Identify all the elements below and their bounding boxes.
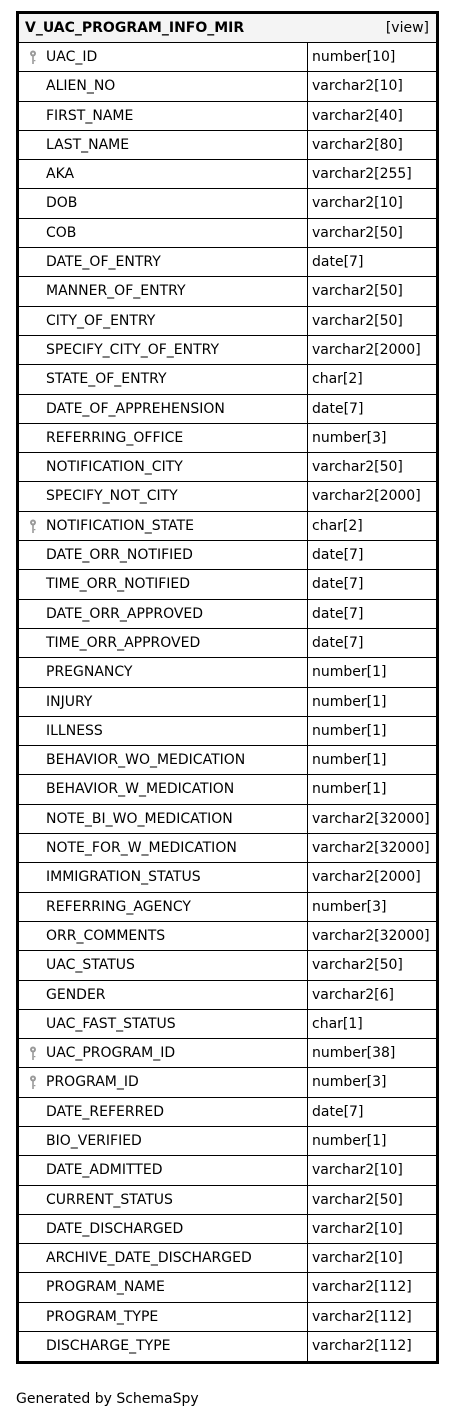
column-type: varchar2[10] xyxy=(312,195,403,212)
footer-credit: Generated by SchemaSpy xyxy=(16,1391,199,1407)
column-name: UAC_ID xyxy=(46,49,98,65)
column-name: REFERRING_AGENCY xyxy=(46,898,191,915)
column-type: varchar2[2000] xyxy=(312,341,421,358)
column-name-cell xyxy=(19,365,308,393)
column-name: ALIEN_NO xyxy=(46,78,116,95)
column-name: ILLNESS xyxy=(46,722,103,739)
key-icon xyxy=(29,50,37,65)
column-name-cell xyxy=(19,541,308,569)
column-row xyxy=(19,453,436,482)
key-icon xyxy=(29,519,37,534)
column-row xyxy=(19,688,436,717)
column-name: BIO_VERIFIED xyxy=(46,1132,142,1149)
column-name-cell xyxy=(19,893,308,921)
column-name: DOB xyxy=(46,195,78,212)
column-type: number[3] xyxy=(312,898,387,915)
column-type: date[7] xyxy=(312,254,364,271)
column-row xyxy=(19,775,436,804)
column-name: PROGRAM_TYPE xyxy=(46,1308,159,1325)
column-type: number[1] xyxy=(312,693,387,710)
column-name: TIME_ORR_NOTIFIED xyxy=(46,576,191,593)
column-name-cell xyxy=(19,1273,308,1301)
column-name-cell xyxy=(19,72,308,100)
column-row xyxy=(19,1332,436,1361)
column-row xyxy=(19,219,436,248)
column-name: DATE_ORR_APPROVED xyxy=(46,605,204,622)
column-row xyxy=(19,1039,436,1068)
column-name: UAC_STATUS xyxy=(46,957,135,974)
column-list xyxy=(19,43,436,1361)
column-type: number[1] xyxy=(312,781,387,798)
column-name-cell xyxy=(19,1127,308,1155)
column-name: REFERRING_OFFICE xyxy=(46,429,184,446)
column-row xyxy=(19,336,436,365)
column-row xyxy=(19,1098,436,1127)
column-name: DATE_OF_ENTRY xyxy=(46,254,161,271)
column-name: NOTE_BI_WO_MEDICATION xyxy=(46,810,233,827)
column-row xyxy=(19,72,436,101)
column-row xyxy=(19,981,436,1010)
column-name: TIME_ORR_APPROVED xyxy=(46,634,201,651)
entity-table xyxy=(16,11,439,1364)
column-name-cell xyxy=(19,1156,308,1184)
column-name: CURRENT_STATUS xyxy=(46,1191,173,1208)
column-row xyxy=(19,922,436,951)
column-name-cell xyxy=(19,570,308,598)
column-name-cell xyxy=(19,1215,308,1243)
column-name-cell xyxy=(19,805,308,833)
column-name-cell xyxy=(19,863,308,891)
column-type: varchar2[40] xyxy=(312,107,403,124)
column-type: varchar2[2000] xyxy=(312,488,421,505)
entity-header xyxy=(19,14,436,43)
column-name: UAC_FAST_STATUS xyxy=(46,1015,176,1032)
column-name: CITY_OF_ENTRY xyxy=(46,312,156,329)
column-row xyxy=(19,395,436,424)
column-name-cell xyxy=(19,746,308,774)
column-name: BEHAVIOR_W_MEDICATION xyxy=(46,781,235,798)
column-row xyxy=(19,717,436,746)
column-name-cell xyxy=(19,453,308,481)
column-type: date[7] xyxy=(312,400,364,417)
column-name: DATE_REFERRED xyxy=(46,1103,164,1120)
column-name: FIRST_NAME xyxy=(46,107,134,124)
column-row xyxy=(19,424,436,453)
column-name: ARCHIVE_DATE_DISCHARGED xyxy=(46,1250,252,1267)
column-row xyxy=(19,1127,436,1156)
column-row xyxy=(19,834,436,863)
column-type: number[1] xyxy=(312,722,387,739)
column-name-cell xyxy=(19,160,308,188)
column-type: number[38] xyxy=(312,1045,396,1062)
column-name-cell xyxy=(19,248,308,276)
column-type: varchar2[10] xyxy=(312,1220,403,1237)
column-row xyxy=(19,541,436,570)
column-name-cell xyxy=(19,658,308,686)
column-name-cell xyxy=(19,951,308,979)
column-row xyxy=(19,365,436,394)
column-name-cell xyxy=(19,102,308,130)
column-type: number[1] xyxy=(312,664,387,681)
column-row xyxy=(19,805,436,834)
column-name-cell xyxy=(19,834,308,862)
column-type: varchar2[50] xyxy=(312,312,403,329)
column-name: NOTIFICATION_CITY xyxy=(46,459,183,476)
column-type: date[7] xyxy=(312,547,364,564)
column-name-cell xyxy=(19,43,308,71)
column-row xyxy=(19,1215,436,1244)
column-type: char[2] xyxy=(312,371,363,388)
column-row xyxy=(19,1010,436,1039)
column-row xyxy=(19,160,436,189)
column-type: varchar2[112] xyxy=(312,1338,412,1355)
column-type: varchar2[255] xyxy=(312,166,412,183)
column-type: number[1] xyxy=(312,752,387,769)
column-type: varchar2[10] xyxy=(312,78,403,95)
column-type: varchar2[50] xyxy=(312,957,403,974)
column-row xyxy=(19,102,436,131)
column-name-cell xyxy=(19,775,308,803)
column-name: DATE_OF_APPREHENSION xyxy=(46,400,225,417)
key-icon xyxy=(29,1046,37,1061)
column-row xyxy=(19,248,436,277)
column-type: varchar2[6] xyxy=(312,986,394,1003)
column-name: NOTIFICATION_STATE xyxy=(46,517,195,534)
column-name-cell xyxy=(19,981,308,1009)
column-name-cell xyxy=(19,1303,308,1331)
column-type: date[7] xyxy=(312,1103,364,1120)
column-name-cell xyxy=(19,1186,308,1214)
column-name-cell xyxy=(19,1098,308,1126)
column-row xyxy=(19,43,436,72)
column-name: PROGRAM_NAME xyxy=(46,1279,165,1296)
column-type: varchar2[50] xyxy=(312,283,403,300)
entity-kind-label: [view] xyxy=(385,20,429,36)
column-name-cell xyxy=(19,189,308,217)
column-type: varchar2[112] xyxy=(312,1308,412,1325)
column-name-cell xyxy=(19,482,308,510)
column-type: number[3] xyxy=(312,1074,387,1091)
column-name: PREGNANCY xyxy=(46,664,133,681)
column-row xyxy=(19,658,436,687)
column-name: SPECIFY_CITY_OF_ENTRY xyxy=(46,341,220,358)
column-name: STATE_OF_ENTRY xyxy=(46,371,167,388)
column-type: varchar2[50] xyxy=(312,224,403,241)
column-row xyxy=(19,482,436,511)
column-row xyxy=(19,1156,436,1185)
column-type: date[7] xyxy=(312,576,364,593)
column-name-cell xyxy=(19,1010,308,1038)
column-name-cell xyxy=(19,629,308,657)
column-type: date[7] xyxy=(312,634,364,651)
column-row xyxy=(19,1068,436,1097)
column-row xyxy=(19,1273,436,1302)
column-name-cell xyxy=(19,512,308,540)
column-row xyxy=(19,746,436,775)
column-row xyxy=(19,893,436,922)
column-type: varchar2[50] xyxy=(312,459,403,476)
column-name: NOTE_FOR_W_MEDICATION xyxy=(46,840,237,857)
column-row xyxy=(19,629,436,658)
column-name: DATE_ADMITTED xyxy=(46,1162,163,1179)
column-row xyxy=(19,863,436,892)
column-type: number[1] xyxy=(312,1132,387,1149)
entity-title: V_UAC_PROGRAM_INFO_MIR xyxy=(25,20,245,36)
column-name-cell xyxy=(19,307,308,335)
column-type: number[3] xyxy=(312,429,387,446)
column-row xyxy=(19,189,436,218)
column-type: varchar2[2000] xyxy=(312,869,421,886)
key-icon xyxy=(29,1075,37,1090)
column-name: DISCHARGE_TYPE xyxy=(46,1338,171,1355)
column-row xyxy=(19,307,436,336)
column-name: PROGRAM_ID xyxy=(46,1074,139,1091)
column-name-cell xyxy=(19,336,308,364)
column-type: varchar2[10] xyxy=(312,1250,403,1267)
column-type: date[7] xyxy=(312,605,364,622)
column-type: number[10] xyxy=(312,49,396,65)
column-name-cell xyxy=(19,1039,308,1067)
column-row xyxy=(19,512,436,541)
column-row xyxy=(19,1186,436,1215)
column-name-cell xyxy=(19,219,308,247)
column-name: DATE_DISCHARGED xyxy=(46,1220,184,1237)
column-type: char[2] xyxy=(312,517,363,534)
column-row xyxy=(19,277,436,306)
column-name-cell xyxy=(19,717,308,745)
column-name: GENDER xyxy=(46,986,106,1003)
column-name-cell xyxy=(19,277,308,305)
column-name: DATE_ORR_NOTIFIED xyxy=(46,547,193,564)
column-type: varchar2[32000] xyxy=(312,810,430,827)
column-name: UAC_PROGRAM_ID xyxy=(46,1045,176,1062)
column-row xyxy=(19,131,436,160)
column-type: varchar2[32000] xyxy=(312,927,430,944)
column-name: SPECIFY_NOT_CITY xyxy=(46,488,178,505)
column-name: AKA xyxy=(46,166,75,183)
column-name: COB xyxy=(46,224,77,241)
column-type: varchar2[10] xyxy=(312,1162,403,1179)
column-name-cell xyxy=(19,424,308,452)
column-type: char[1] xyxy=(312,1015,363,1032)
column-name-cell xyxy=(19,395,308,423)
column-name: IMMIGRATION_STATUS xyxy=(46,869,201,886)
column-row xyxy=(19,570,436,599)
column-name-cell xyxy=(19,688,308,716)
column-name: BEHAVIOR_WO_MEDICATION xyxy=(46,752,246,769)
column-name-cell xyxy=(19,1332,308,1361)
column-name-cell xyxy=(19,922,308,950)
column-row xyxy=(19,1303,436,1332)
column-row xyxy=(19,951,436,980)
column-type: varchar2[32000] xyxy=(312,840,430,857)
column-name-cell xyxy=(19,1244,308,1272)
column-name: ORR_COMMENTS xyxy=(46,927,166,944)
column-name-cell xyxy=(19,1068,308,1096)
column-name: LAST_NAME xyxy=(46,136,130,153)
column-row xyxy=(19,600,436,629)
column-name-cell xyxy=(19,131,308,159)
column-name: MANNER_OF_ENTRY xyxy=(46,283,186,300)
column-name-cell xyxy=(19,600,308,628)
column-row xyxy=(19,1244,436,1273)
column-name: INJURY xyxy=(46,693,93,710)
column-type: varchar2[80] xyxy=(312,136,403,153)
column-type: varchar2[112] xyxy=(312,1279,412,1296)
column-type: varchar2[50] xyxy=(312,1191,403,1208)
